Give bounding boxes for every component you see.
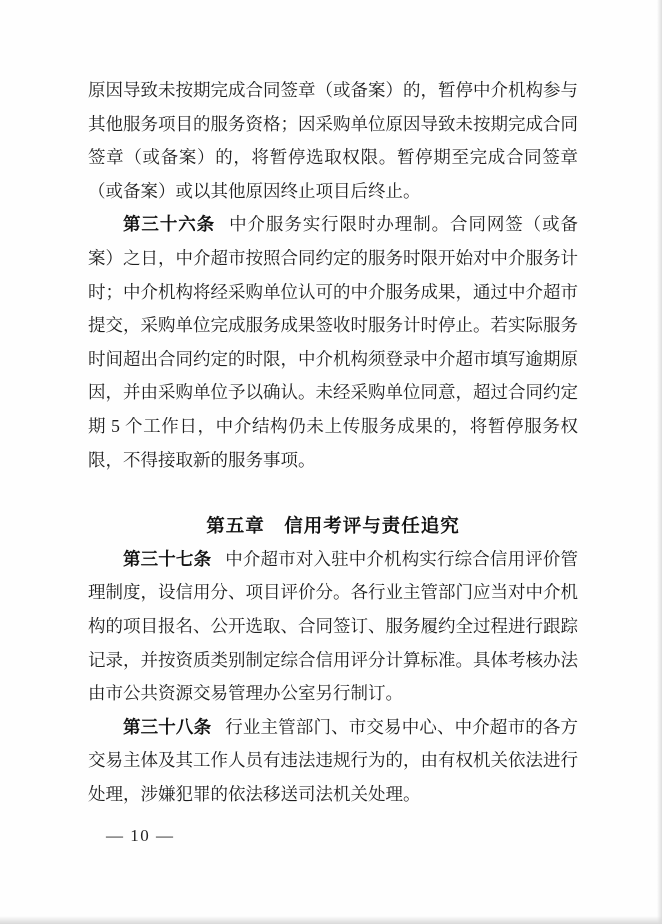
article-38-text: 行业主管部门、市交易中心、中介超市的各方交易主体及其工作人员有违法违规行为的，由有权机关依法进行处理，涉嫌犯罪的依法移送司法机关处理。 — [88, 716, 579, 804]
article-37-number: 第三十七条 — [123, 548, 212, 569]
article-37-text: 中介超市对入驻中介机构实行综合信用评价管理制度，设信用分、项目评价分。各行业主管部门应当对中介机构的项目报名、公开选取、合同签订、服务履约全过程进行跟踪记录，并按资质类别制定综合信用评分计算标准。具体考核办法由市公共资源交易管理办公室另行制订。 — [88, 548, 579, 704]
scan-edge-bottom — [0, 916, 662, 924]
article-36-paragraph — [88, 208, 578, 477]
article-38-number: 第三十八条 — [123, 716, 212, 737]
document-text-block — [88, 74, 578, 811]
scan-edge-right — [657, 0, 662, 924]
chapter-5-heading: 第五章 信用考评与责任追究 — [206, 515, 460, 537]
paragraph-continuation — [88, 74, 578, 208]
page-number: — 10 — — [106, 826, 175, 845]
article-38-paragraph — [88, 711, 578, 812]
article-36-text: 中介服务实行限时办理制。合同网签（或备案）之日，中介超市按照合同约定的服务时限开始对中介服务计时；中介机构将经采购单位认可的中介服务成果，通过中介超市提交，采购单位完成服务成果签收时服务计时停止。若实际服务时间超出合同约定的时限，中介机构须登录中介超市填写逾期原因，并由采购单位予以确认。未经采购单位同意，超过合同约定期 5 个工作日，中介结构仍未上传服务成果的，将暂停服务权限，不得接取新的服务事项。 — [88, 214, 579, 470]
paragraph-continuation-text: 原因导致未按期完成合同签章（或备案）的，暂停中介机构参与其他服务项目的服务资格；因采购单位原因导致未按期完成合同签章（或备案）的，将暂停选取权限。暂停期至完成合同签章（或备案）或以其他原因终止项目后终止。 — [88, 80, 578, 201]
article-37-paragraph — [88, 543, 578, 711]
article-36-number: 第三十六条 — [123, 214, 216, 235]
